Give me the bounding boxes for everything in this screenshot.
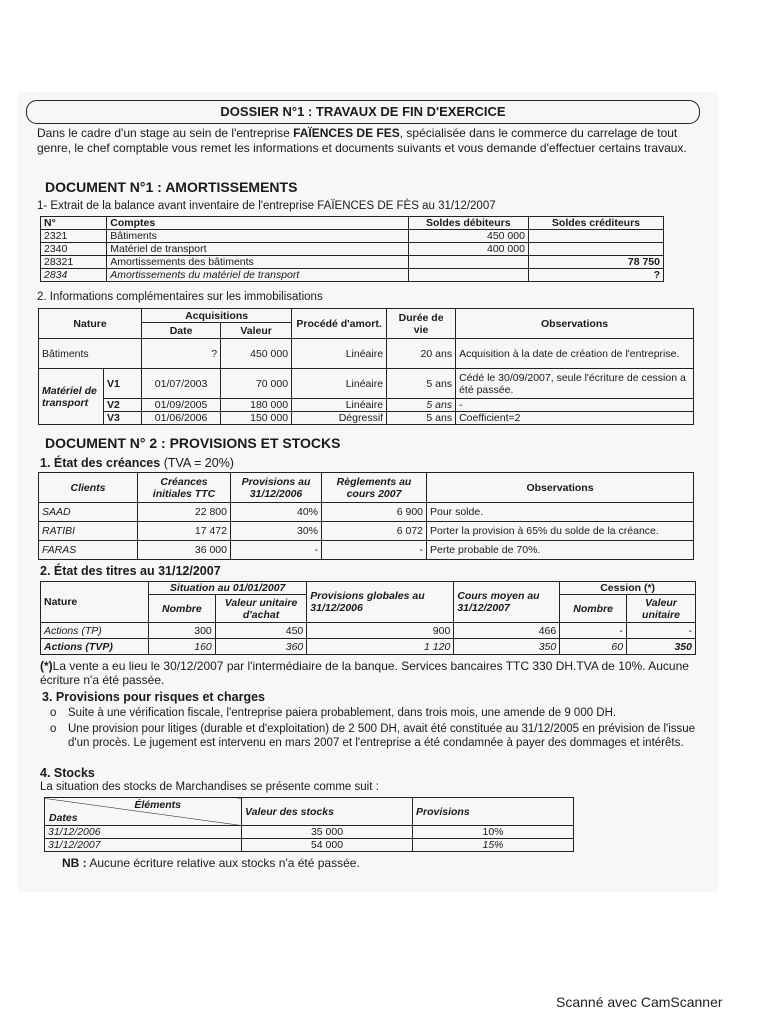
- doc2-section4: 4. Stocks: [40, 766, 95, 780]
- cell: [528, 243, 663, 256]
- cell: 900: [307, 623, 454, 639]
- cell: 10%: [413, 826, 574, 839]
- cell: 360: [215, 639, 307, 655]
- camscanner-footer: Scanné avec CamScanner: [556, 994, 723, 1010]
- cell: 450 000: [221, 339, 292, 369]
- nb-text: Aucune écriture relative aux stocks n'a été passée.: [86, 856, 360, 870]
- intro-paragraph: [37, 126, 701, 156]
- cell: 180 000: [221, 399, 292, 412]
- cell: FARAS: [39, 541, 138, 560]
- cell: 2321: [41, 230, 107, 243]
- titres-header: Nature: [41, 582, 149, 623]
- cell: -: [231, 541, 322, 560]
- cell: SAAD: [39, 503, 138, 522]
- table-row: [39, 412, 694, 425]
- table-row: [41, 639, 696, 655]
- titres-header: Cours moyen au 31/12/2007: [454, 582, 560, 623]
- cell: 70 000: [221, 369, 292, 399]
- cell: ?: [528, 269, 663, 282]
- titres-header: Situation au 01/01/2007: [148, 582, 306, 595]
- cell: Coefficient=2: [456, 412, 694, 425]
- immo-header: Date: [142, 323, 221, 339]
- cell: Perte probable de 70%.: [427, 541, 694, 560]
- titres-header: Valeur unitaire: [627, 595, 696, 623]
- immo-header: Acquisitions: [142, 309, 292, 323]
- titres-header: Cession (*): [560, 582, 696, 595]
- balance-header: Soldes créditeurs: [528, 217, 663, 230]
- immo-header: Durée de vie: [387, 309, 456, 339]
- cell: ?: [142, 339, 221, 369]
- titres-table: [40, 581, 696, 655]
- cell: 28321: [41, 256, 107, 269]
- cession-note: [40, 659, 698, 687]
- cell: RATIBI: [39, 522, 138, 541]
- cell: -: [627, 623, 696, 639]
- cell: Dégressif: [292, 412, 387, 425]
- bullet-icon: o: [50, 707, 57, 719]
- intro-company: FAÏENCES DE FES: [293, 126, 400, 140]
- doc1-title: DOCUMENT N°1 : AMORTISSEMENTS: [45, 179, 298, 195]
- cell: Pour solde.: [427, 503, 694, 522]
- cell: 466: [454, 623, 560, 639]
- creances-header: Créances initiales TTC: [138, 473, 231, 503]
- cell: -: [560, 623, 627, 639]
- cell: Actions (TP): [41, 623, 149, 639]
- creances-header: Règlements au cours 2007: [322, 473, 427, 503]
- cell: -: [322, 541, 427, 560]
- cell: 2340: [41, 243, 107, 256]
- titres-header: Nombre: [148, 595, 215, 623]
- cell: 6 072: [322, 522, 427, 541]
- list-item: [50, 706, 700, 720]
- immo-header: Procédé d'amort.: [292, 309, 387, 339]
- stocks-header-elements: Éléments: [134, 799, 181, 811]
- titres-header: Valeur unitaire d'achat: [215, 595, 307, 623]
- cell: Bâtiments: [39, 339, 142, 369]
- cell: Matériel de transport: [107, 243, 408, 256]
- balance-header: Comptes: [107, 217, 408, 230]
- cell: Cédé le 30/09/2007, seule l'écriture de cession a été passée.: [456, 369, 694, 399]
- note-star: (*): [40, 659, 53, 673]
- cell: 150 000: [221, 412, 292, 425]
- cell: 22 800: [138, 503, 231, 522]
- cell: V1: [104, 369, 142, 399]
- intro-pre: Dans le cadre d'un stage au sein de l'entreprise: [37, 126, 294, 140]
- immo-header: Observations: [456, 309, 694, 339]
- cell: 40%: [231, 503, 322, 522]
- table-row: [39, 339, 694, 369]
- table-row: [41, 269, 664, 282]
- stocks-header: Valeur des stocks: [242, 798, 413, 826]
- immo-header-row: [39, 309, 694, 323]
- doc1-section2: 2. Informations complémentaires sur les immobilisations: [37, 291, 323, 303]
- dossier-banner: DOSSIER N°1 : TRAVAUX DE FIN D'EXERCICE: [26, 100, 700, 124]
- cell: 78 750: [528, 256, 663, 269]
- cell: 60: [560, 639, 627, 655]
- cell: Linéaire: [292, 369, 387, 399]
- cell: Acquisition à la date de création de l'entreprise.: [456, 339, 694, 369]
- cell: Linéaire: [292, 399, 387, 412]
- doc2-title: DOCUMENT N° 2 : PROVISIONS ET STOCKS: [45, 435, 341, 451]
- titres-header: Provisions globales au 31/12/2006: [307, 582, 454, 623]
- cell: 6 900: [322, 503, 427, 522]
- cell: 20 ans: [387, 339, 456, 369]
- cell: 350: [454, 639, 560, 655]
- cell: 1 120: [307, 639, 454, 655]
- nb-note: [62, 856, 360, 870]
- doc2-section2: 2. État des titres au 31/12/2007: [40, 564, 221, 578]
- cell: 450: [215, 623, 307, 639]
- titres-header: Nombre: [560, 595, 627, 623]
- cell: Matériel de transport: [39, 369, 104, 425]
- stocks-corner-header: [45, 798, 242, 826]
- immo-header: Nature: [39, 309, 142, 339]
- table-row: [39, 503, 694, 522]
- cell: Actions (TVP): [41, 639, 149, 655]
- list-item: [50, 722, 700, 750]
- cell: 30%: [231, 522, 322, 541]
- cell: 160: [148, 639, 215, 655]
- nb-label: NB :: [62, 856, 87, 870]
- cell: 01/06/2006: [142, 412, 221, 425]
- creances-header: Provisions au 31/12/2006: [231, 473, 322, 503]
- doc1-section1: 1- Extrait de la balance avant inventaire de l'entreprise FAÏENCES DE FÈS au 31/12/2007: [37, 200, 496, 212]
- cell: 5 ans: [387, 412, 456, 425]
- cell: -: [456, 399, 694, 412]
- cell: Linéaire: [292, 339, 387, 369]
- immobilisations-table: [38, 308, 694, 425]
- stocks-table: [44, 797, 574, 852]
- creances-header: Clients: [39, 473, 138, 503]
- immo-header: Valeur: [221, 323, 292, 339]
- cell: Bâtiments: [107, 230, 408, 243]
- cell: 5 ans: [387, 399, 456, 412]
- cell: Amortissements du matériel de transport: [107, 269, 408, 282]
- cell: [528, 230, 663, 243]
- table-row: [45, 826, 574, 839]
- intro-post: , spécialisée dans le commerce du carrelage de tout genre, le chef comptable vous remet les informations et documents suivants et vous demande d'effectuer certains travaux.: [37, 126, 687, 155]
- section1-rest: (TVA = 20%): [160, 456, 234, 470]
- cell: 31/12/2007: [45, 839, 242, 852]
- cell: 300: [148, 623, 215, 639]
- table-row: [39, 522, 694, 541]
- creances-header: Observations: [427, 473, 694, 503]
- stocks-header-row: [45, 798, 574, 826]
- balance-header-row: [41, 217, 664, 230]
- section1-bold: 1. État des créances: [40, 456, 161, 470]
- bullet-text: Suite à une vérification fiscale, l'entreprise paiera probablement, dans trois mois, une amende de 9 000 DH.: [68, 707, 617, 719]
- balance-header: N°: [41, 217, 107, 230]
- cell: 36 000: [138, 541, 231, 560]
- cell: 35 000: [242, 826, 413, 839]
- table-row: [39, 541, 694, 560]
- stocks-header: Provisions: [413, 798, 574, 826]
- cell: Amortissements des bâtiments: [107, 256, 408, 269]
- cell: [408, 269, 528, 282]
- cell: 450 000: [408, 230, 528, 243]
- bullet-text: Une provision pour litiges (durable et d'exploitation) de 2 500 DH, avait été constituée au 31/12/2005 en prévision de l'issue d'un procès. Le jugement est intervenu en mars 2007 et l'entreprise a été condamnée à payer des dommages et intérêts.: [68, 723, 696, 749]
- cell: 5 ans: [387, 369, 456, 399]
- table-row: [41, 230, 664, 243]
- table-row: [41, 243, 664, 256]
- table-row: [39, 399, 694, 412]
- creances-header-row: [39, 473, 694, 503]
- cell: V3: [104, 412, 142, 425]
- creances-table: [38, 472, 694, 560]
- titres-header-row: [41, 582, 696, 595]
- cell: 350: [627, 639, 696, 655]
- cell: 54 000: [242, 839, 413, 852]
- cell: Porter la provision à 65% du solde de la créance.: [427, 522, 694, 541]
- balance-header: Soldes débiteurs: [408, 217, 528, 230]
- table-row: [41, 623, 696, 639]
- cell: 400 000: [408, 243, 528, 256]
- cell: 17 472: [138, 522, 231, 541]
- table-row: [45, 839, 574, 852]
- cell: 01/07/2003: [142, 369, 221, 399]
- bullet-icon: o: [50, 723, 57, 735]
- stocks-header-dates: Dates: [49, 812, 78, 824]
- doc2-section3: 3. Provisions pour risques et charges: [42, 690, 265, 704]
- cell: 31/12/2006: [45, 826, 242, 839]
- cell: [408, 256, 528, 269]
- note-text: La vente a eu lieu le 30/12/2007 par l'intermédiaire de la banque. Services bancaires TTC 330 DH.TVA de 10%. Aucune écriture n'a été passée.: [40, 659, 689, 687]
- table-row: [39, 369, 694, 399]
- doc2-section1: [40, 456, 234, 470]
- cell: V2: [104, 399, 142, 412]
- stocks-intro: La situation des stocks de Marchandises se présente comme suit :: [40, 781, 379, 793]
- balance-table: [40, 216, 664, 282]
- cell: 01/09/2005: [142, 399, 221, 412]
- cell: 15%: [413, 839, 574, 852]
- cell: 2834: [41, 269, 107, 282]
- table-row: [41, 256, 664, 269]
